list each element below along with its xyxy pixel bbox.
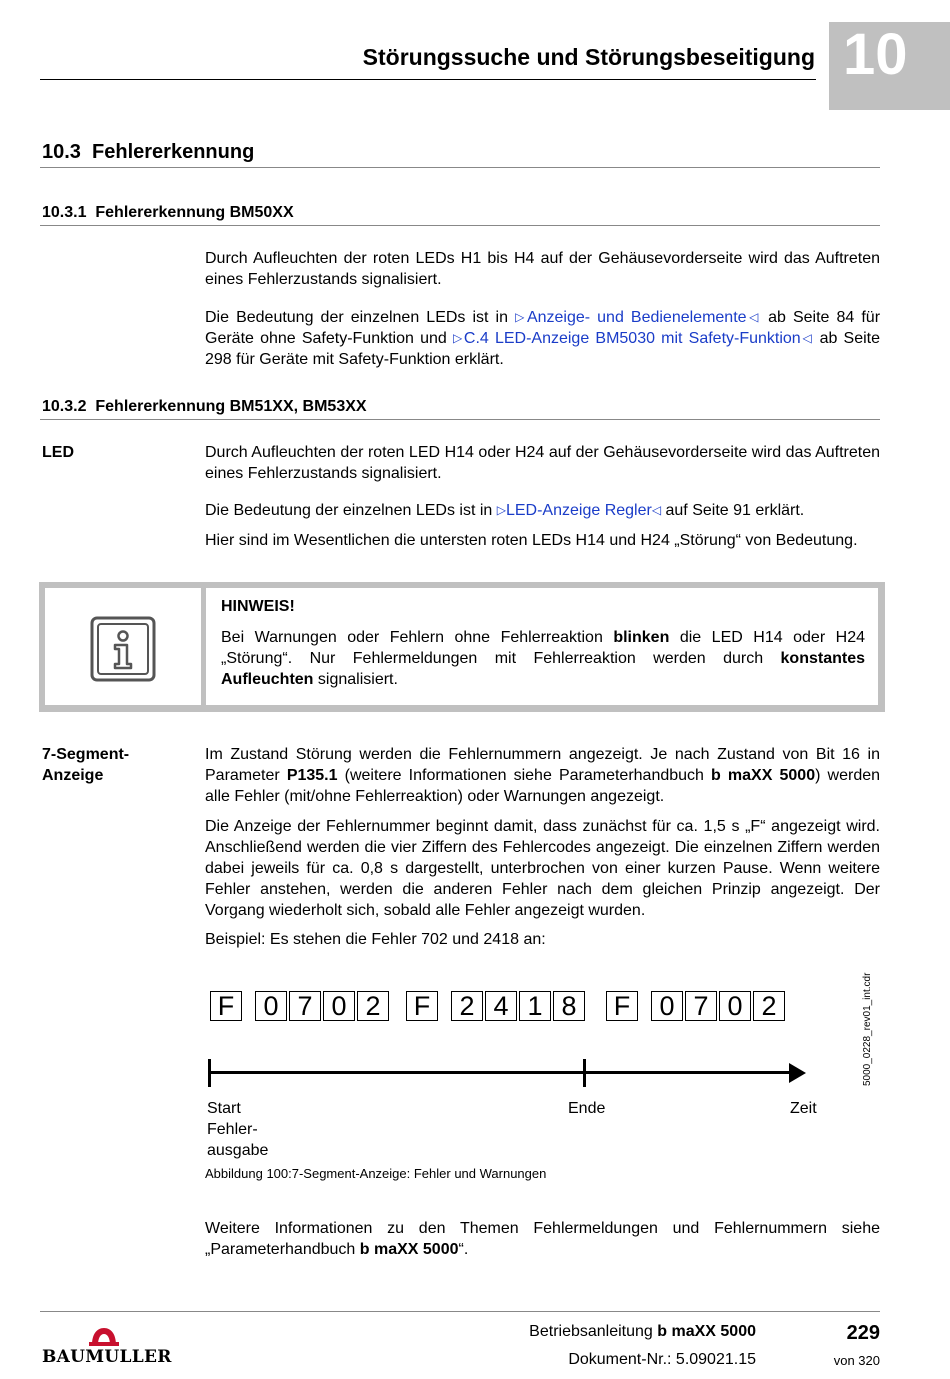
- link-anzeige-bedienelemente[interactable]: [515, 309, 761, 326]
- segment-digit: 4: [485, 991, 517, 1021]
- text-segment: Bei Warnungen oder Fehlern ohne Fehlerreaktion: [221, 629, 614, 646]
- note-body: [221, 627, 865, 690]
- section-rule: [40, 167, 880, 168]
- text-segment: “.: [458, 1241, 469, 1258]
- segment-digit: F: [210, 991, 242, 1021]
- text-segment: (weitere Informationen siehe Parameterhandbuch: [337, 767, 712, 784]
- info-icon: [90, 616, 156, 682]
- segment-digit: 2: [451, 991, 483, 1021]
- section-heading: 10.3 Fehlererkennung: [42, 141, 255, 163]
- segment-digit: 7: [685, 991, 717, 1021]
- brand-logo: [42, 1326, 172, 1367]
- chapter-number-badge: 10: [829, 22, 950, 110]
- text-segment: Die Bedeutung der einzelnen LEDs ist in: [205, 502, 497, 519]
- timeline-time-label: Zeit: [790, 1100, 817, 1117]
- segment-digit: 8: [553, 991, 585, 1021]
- seg-paragraph-2: Die Anzeige der Fehlernummer beginnt damit, dass zunächst für ca. 1,5 s „F“ angezeigt wird. Anschließend werden die vier Ziffern des Fehlercodes angezeigt. Die einzelnen Ziffern werden dabei jeweils für ca. 0,8 s dargestellt, unterbrochen von einer kurzen Pause. Wenn weitere Fehler anstehen, werden die anderen Fehler nach dem gleichen Prinzip angezeigt. Der Vorgang wiederholt sich, sobald alle Fehler angezeigt wurden.: [205, 818, 880, 919]
- emphasis: b maXX 5000: [657, 1323, 756, 1340]
- segment-digit: 0: [323, 991, 355, 1021]
- seg-side-label: [42, 744, 129, 786]
- led-side-label: LED: [42, 444, 74, 461]
- header-rule: [40, 79, 816, 80]
- timeline-arrow-icon: [789, 1063, 806, 1083]
- text-segment: Weitere Informationen zu den Themen Fehlermeldungen und Fehlernummern siehe „Parameterhandbuch: [205, 1220, 880, 1258]
- link-start-triangle-icon: ▷: [452, 331, 464, 345]
- subsection-rule: [40, 225, 880, 226]
- emphasis: b maXX 5000: [711, 767, 816, 784]
- note-title: HINWEIS!: [221, 598, 295, 615]
- link-end-triangle-icon: ◁: [746, 310, 762, 324]
- bm51xx-paragraph-1: Durch Aufleuchten der roten LED H14 oder H24 auf der Gehäusevorderseite wird das Auftreten eines Fehlerzustands signalisiert.: [205, 444, 880, 482]
- label-line: Start: [207, 1100, 241, 1117]
- link-start-triangle-icon: ▷: [496, 503, 506, 517]
- emphasis: b maXX 5000: [359, 1241, 459, 1258]
- link-text: LED-Anzeige Regler: [505, 502, 652, 519]
- text-segment: Betriebsanleitung: [529, 1323, 658, 1340]
- segment-digit: 0: [255, 991, 287, 1021]
- figure-caption: Abbildung 100:7-Segment-Anzeige: Fehler und Warnungen: [205, 1166, 547, 1181]
- subsection-rule: [40, 419, 880, 420]
- note-text-cell: [206, 588, 878, 705]
- link-text: C.4 LED-Anzeige BM5030 mit Safety-Funktion: [463, 330, 801, 347]
- note-icon-cell: [45, 588, 201, 705]
- link-text: Anzeige- und Bedienelemente: [526, 309, 747, 326]
- page-number: 229: [846, 1322, 880, 1344]
- text-segment: ) werden alle Fehler (mit/ohne Fehlerreaktion) oder Warnungen angezeigt.: [205, 767, 881, 805]
- segment-digit: 2: [357, 991, 389, 1021]
- text-segment: ab Seite 84 für Geräte ohne Safety-Funktion und: [205, 309, 881, 347]
- bm51xx-paragraph-2: [205, 500, 880, 521]
- timeline-start-tick: [208, 1059, 211, 1087]
- link-led-anzeige-regler[interactable]: [497, 502, 661, 519]
- text-segment: Im Zustand Störung werden die Fehlernummern angezeigt. Je nach Zustand von Bit 16 in Parameter: [205, 746, 880, 784]
- chapter-title: Störungssuche und Störungsbeseitigung: [362, 44, 815, 70]
- text-segment: Die Bedeutung der einzelnen LEDs ist in: [205, 309, 516, 326]
- text-segment: auf Seite 91 erklärt.: [661, 502, 805, 519]
- footer-rule: [40, 1311, 880, 1312]
- link-end-triangle-icon: ◁: [800, 331, 814, 345]
- text-segment: ab Seite 298 für Geräte mit Safety-Funktion erklärt.: [205, 330, 881, 368]
- seg-paragraph-3: Beispiel: Es stehen die Fehler 702 und 2418 an:: [205, 931, 546, 948]
- timeline-axis: [210, 1071, 792, 1074]
- bm50xx-paragraph-1: Durch Aufleuchten der roten LEDs H1 bis H4 auf der Gehäusevorderseite wird das Auftreten eines Fehlerzustands signalisiert.: [205, 250, 880, 288]
- baumuller-logo-icon: [89, 1326, 119, 1346]
- page-total: von 320: [833, 1353, 880, 1368]
- brand-name: BAUMULLER: [42, 1347, 172, 1367]
- subsection-heading-bm50xx: 10.3.1 Fehlererkennung BM50XX: [42, 204, 294, 221]
- link-start-triangle-icon: ▷: [515, 310, 527, 324]
- segment-digit: 0: [719, 991, 751, 1021]
- bm51xx-paragraph-3: Hier sind im Wesentlichen die untersten roten LEDs H14 und H24 „Störung“ von Bedeutung.: [205, 532, 858, 549]
- segment-digit: 7: [289, 991, 321, 1021]
- closing-paragraph: [205, 1218, 880, 1260]
- footer-manual: [470, 1323, 756, 1341]
- figure-file-code: 5000_0228_rev01_int.cdr: [862, 972, 873, 1086]
- text-segment: die LED H14 oder H24 „Störung“. Nur Fehlermeldungen mit Fehlerreaktion werden durch: [221, 629, 865, 667]
- emphasis: P135.1: [286, 767, 338, 784]
- timeline-end-label: Ende: [568, 1100, 606, 1117]
- footer-doc-number: Dokument-Nr.: 5.09021.15: [568, 1351, 756, 1368]
- subsection-heading-bm51xx: 10.3.2 Fehlererkennung BM51XX, BM53XX: [42, 398, 367, 415]
- timeline-start-label: [207, 1098, 268, 1161]
- seg-paragraph-1: [205, 744, 880, 807]
- emphasis: blinken: [613, 629, 670, 646]
- label-line: Fehler-: [207, 1121, 258, 1138]
- segment-digit: 2: [753, 991, 785, 1021]
- bm50xx-paragraph-2: [205, 307, 880, 370]
- link-end-triangle-icon: ◁: [651, 503, 662, 517]
- segment-digit: 1: [519, 991, 551, 1021]
- segment-digit: F: [406, 991, 438, 1021]
- label-line: 7-Segment-: [42, 746, 130, 763]
- label-line: Anzeige: [42, 767, 104, 784]
- segment-digit: 0: [651, 991, 683, 1021]
- label-line: ausgabe: [207, 1142, 269, 1159]
- text-segment: signalisiert.: [313, 671, 398, 688]
- emphasis: konstantes Aufleuchten: [221, 650, 865, 688]
- segment-digit: F: [606, 991, 638, 1021]
- link-led-anzeige-bm5030[interactable]: [453, 330, 813, 347]
- timeline-end-tick: [583, 1059, 586, 1087]
